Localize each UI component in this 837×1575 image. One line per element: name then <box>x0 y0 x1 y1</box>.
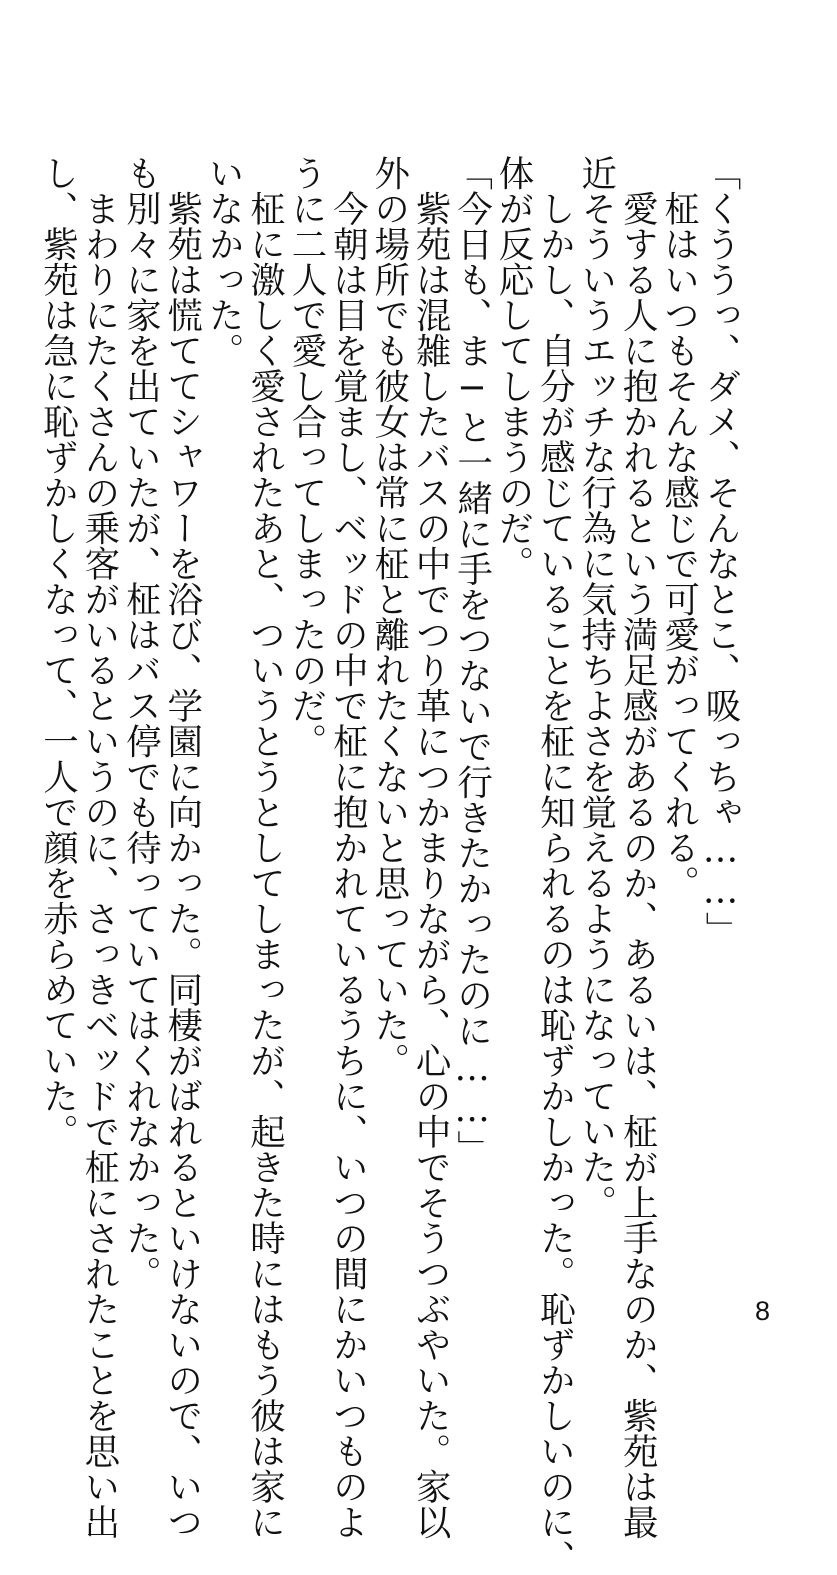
text-line: 「今日も、ま─と一緒に手をつないで行きたかったのに……」 <box>451 155 493 1166</box>
text-line: うに二人で愛し合ってしまったのだ。 <box>285 155 327 759</box>
text-line: 近そういうエッチな行為に気持ちよさを覚えるようになっていた。 <box>575 155 617 1220</box>
page-number: 8 <box>755 1296 771 1326</box>
text-line: 柾に激しく愛されたあと、ついうとうとしてしまったが、起きた時にはもう彼は家に <box>244 155 286 1540</box>
text-line: し、紫苑は急に恥ずかしくなって、一人で顔を赤らめていた。 <box>37 155 79 1149</box>
text-line: 紫苑は混雑したバスの中でつり革につかまりながら、心の中でそうつぶやいた。家以 <box>410 155 452 1540</box>
text-line: 「くううっ、ダメ、そんなとこ、吸っちゃ……」 <box>700 155 741 947</box>
body-text <box>37 155 741 1575</box>
text-line: 愛する人に抱かれるという満足感があるのか、あるいは、柾が上手なのか、紫苑は最 <box>617 155 659 1540</box>
text-line: 今朝は目を覚まし、ベッドの中で柾に抱かれているうちに、いつの間にかいつものよ <box>327 155 369 1540</box>
text-line: しかし、自分が感じていることを柾に知られるのは恥ずかしかった。恥ずかしいのに、 <box>534 155 576 1575</box>
text-line: 柾はいつもそんな感じで可愛がってくれる。 <box>658 155 700 901</box>
text-line: 外の場所でも彼女は常に柾と離れたくないと思っていた。 <box>368 155 410 1078</box>
text-line: 体が反応してしまうのだ。 <box>492 155 534 581</box>
text-line: も別々に家を出ていたが、柾はバス停でも待っていてはくれなかった。 <box>120 155 162 1291</box>
text-line: いなかった。 <box>203 155 245 368</box>
text-line: 紫苑は慌ててシャワーを浴び、学園に向かった。同棲がばれるといけないので、いつ <box>161 155 203 1540</box>
text-line: まわりにたくさんの乗客がいるというのに、さっきベッドで柾にされたことを思い出 <box>78 155 120 1540</box>
